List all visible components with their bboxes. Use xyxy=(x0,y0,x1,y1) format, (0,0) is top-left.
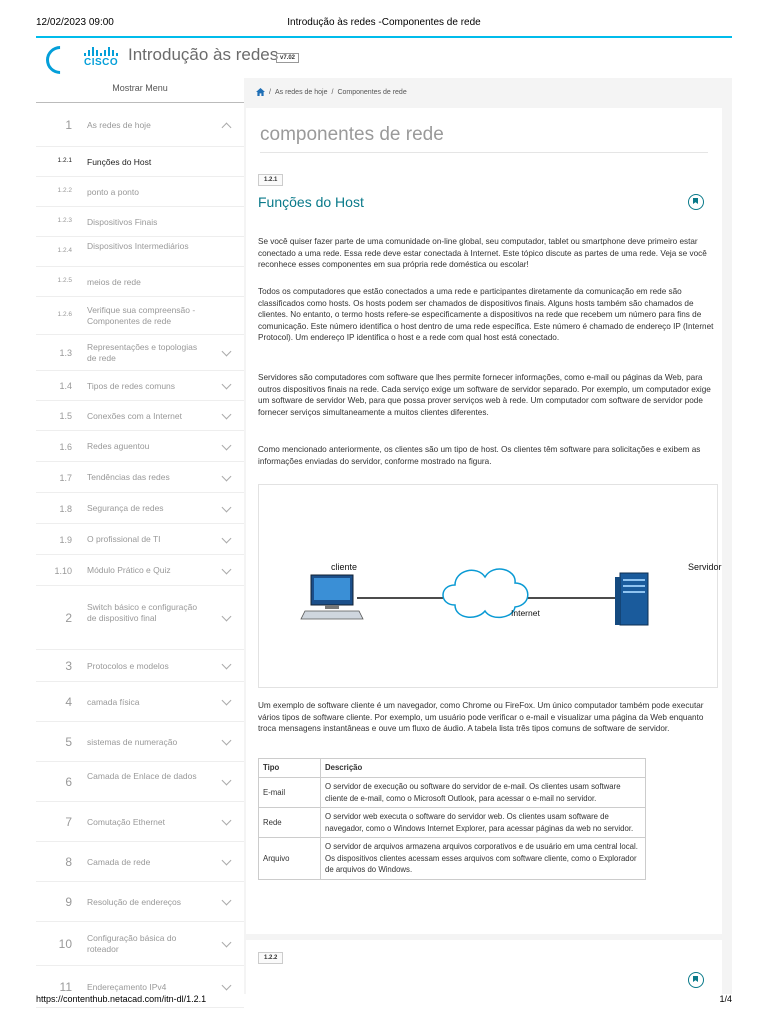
chevron-down-icon[interactable] xyxy=(222,896,232,906)
content-card xyxy=(246,108,722,934)
sidebar-item-number: 3 xyxy=(65,659,72,673)
chevron-down-icon[interactable] xyxy=(222,660,232,670)
sidebar-item-number: 7 xyxy=(65,815,72,829)
sidebar-item-label: Redes aguentou xyxy=(87,441,150,451)
sidebar-item-number: 6 xyxy=(65,775,72,789)
server-icon xyxy=(615,573,648,625)
sidebar-item-number: 1.10 xyxy=(54,565,72,576)
sidebar-item-number: 1.2.4 xyxy=(57,247,72,254)
server-software-table xyxy=(258,758,646,880)
sidebar-item-label: Funções do Host xyxy=(87,156,152,167)
table-cell-description: O servidor web executa o software do servidor web. Os clientes usam software de navegador, como o Windows Internet Explorer, para acessar páginas da web no servidor. xyxy=(321,808,646,838)
sidebar-item-label: meios de rede xyxy=(87,276,141,287)
paragraph-hosts: Todos os computadores que estão conectados a uma rede e participantes diretamente da comunicação em rede são classificados como hosts. Os hosts podem ser chamados de dispositivos finais. Alguns hosts também são chamados de clientes. No entanto, o termo hosts refere-se especificamente a dispositivos na rede que recebem um número para fins de comunicação. Este número identifica o host dentro de uma rede específica. Este número é chamado de endereço IP (Internet Protocol). Um endereço IP identifica o host e a rede com qual host está conectado. xyxy=(258,287,714,343)
sidebar-item-number: 11 xyxy=(59,980,72,994)
sidebar-item-label: ponto a ponto xyxy=(87,186,139,197)
sidebar-item[interactable] xyxy=(36,493,244,524)
sidebar-item[interactable] xyxy=(36,650,244,682)
sidebar-item-number: 9 xyxy=(65,895,72,909)
chevron-down-icon[interactable] xyxy=(222,938,232,948)
table-header-row xyxy=(259,759,646,778)
chevron-down-icon[interactable] xyxy=(222,816,232,826)
next-section-badge: 1.2.2 xyxy=(258,952,283,964)
sidebar-item[interactable] xyxy=(36,371,244,401)
sidebar-item[interactable] xyxy=(36,555,244,586)
cisco-bridge-icon xyxy=(84,46,118,56)
sidebar-item-number: 1.2.2 xyxy=(57,187,72,194)
chevron-down-icon[interactable] xyxy=(222,612,232,622)
sidebar-item-label: Switch básico e configuração de dispositivo final xyxy=(87,601,198,623)
sidebar-item-number: 1.2.1 xyxy=(57,157,72,164)
chevron-down-icon[interactable] xyxy=(222,856,232,866)
sidebar-item[interactable] xyxy=(36,802,244,842)
sidebar-item-number: 1.6 xyxy=(59,441,72,452)
sidebar-item[interactable] xyxy=(36,335,244,371)
table-cell-type: E-mail xyxy=(259,778,321,808)
course-title: Introdução às redes xyxy=(128,45,279,64)
sidebar-item-label: O profissional de TI xyxy=(87,534,161,544)
sidebar-item-number: 1.7 xyxy=(59,472,72,483)
sidebar-item-number: 1.4 xyxy=(59,381,72,391)
chevron-down-icon[interactable] xyxy=(222,776,232,786)
sidebar-item-number: 10 xyxy=(58,937,72,951)
sidebar-item[interactable] xyxy=(36,842,244,882)
chevron-down-icon[interactable] xyxy=(222,380,232,390)
table-cell-type: Arquivo xyxy=(259,838,321,880)
chevron-down-icon[interactable] xyxy=(222,533,232,543)
sidebar-item[interactable] xyxy=(36,267,244,297)
sidebar-item-label: camada física xyxy=(87,696,140,707)
sidebar-item-label: Configuração básica do roteador xyxy=(87,933,177,954)
sidebar-item[interactable] xyxy=(36,401,244,431)
footer-page-number: 1/4 xyxy=(719,994,732,1004)
sidebar-item-number: 1.3 xyxy=(59,348,72,358)
nav-list xyxy=(36,103,244,1008)
sidebar-item-label: Resolução de endereços xyxy=(87,896,182,907)
chevron-down-icon[interactable] xyxy=(222,502,232,512)
sidebar-item[interactable] xyxy=(36,586,244,650)
sidebar-item-number: 1.5 xyxy=(59,411,72,421)
cisco-logo: CISCO xyxy=(84,57,119,68)
sidebar-item-label: Tipos de redes comuns xyxy=(87,380,176,391)
sidebar-item[interactable] xyxy=(36,147,244,177)
sidebar-item[interactable] xyxy=(36,682,244,722)
client-label: cliente xyxy=(331,562,358,572)
chevron-down-icon[interactable] xyxy=(222,471,232,481)
breadcrumb: / As redes de hoje / Componentes de rede xyxy=(256,88,407,96)
sidebar-item-number: 1.2.6 xyxy=(57,311,72,318)
sidebar-item-label: Camada de rede xyxy=(87,856,151,867)
sidebar-item-label: Camada de Enlace de dados xyxy=(87,771,197,781)
table-row xyxy=(259,838,646,880)
sidebar-item[interactable] xyxy=(36,431,244,462)
sidebar-item-number: 1 xyxy=(65,118,72,132)
sidebar-item[interactable] xyxy=(36,882,244,922)
course-logo-icon xyxy=(40,40,80,80)
sidebar-item[interactable] xyxy=(36,177,244,207)
sidebar-item-label: Módulo Prático e Quiz xyxy=(87,565,171,575)
section-number-badge: 1.2.1 xyxy=(258,174,283,186)
table-cell-description: O servidor de execução ou software do servidor de e-mail. Os clientes usam software cliente de e-mail, como o Microsoft Outlook, para acessar o e-mail no servidor. xyxy=(321,778,646,808)
sidebar-item[interactable] xyxy=(36,762,244,802)
sidebar-item-label: Protocolos e modelos xyxy=(87,660,169,671)
print-title: Introdução às redes -Componentes de rede xyxy=(287,17,481,28)
print-header xyxy=(0,0,768,36)
home-icon[interactable] xyxy=(256,88,265,96)
chevron-up-icon[interactable] xyxy=(222,123,232,133)
sidebar-item-number: 1.2.3 xyxy=(57,217,72,224)
client-computer-icon xyxy=(301,575,363,619)
network-diagram xyxy=(259,485,722,687)
app-header xyxy=(36,38,732,76)
sidebar-item-number: 1.2.5 xyxy=(57,277,72,284)
footer-url: https://contenthub.netacad.com/itn-dl/1.2.1 xyxy=(36,994,207,1004)
bookmark-icon[interactable] xyxy=(688,194,704,210)
sidebar-item-label: Endereçamento IPv4 xyxy=(87,981,167,992)
paragraph-clients: Como mencionado anteriormente, os clientes são um tipo de host. Os clientes têm software para solicitações e exibem as informações enviadas do servidor, conforme mostrado na figura. xyxy=(258,445,701,466)
chevron-down-icon[interactable] xyxy=(222,347,232,357)
page-title: componentes de rede xyxy=(260,124,444,145)
sidebar-item-label: Representações e topologias de rede xyxy=(87,342,198,363)
main-content xyxy=(244,78,732,994)
version-badge: v7.02 xyxy=(276,53,299,63)
table-header-description: Descrição xyxy=(321,759,646,778)
sidebar-item-label: Tendências das redes xyxy=(87,472,170,482)
sidebar-item-number: 1.9 xyxy=(59,534,72,545)
sidebar-item[interactable] xyxy=(36,237,244,267)
section-title: Funções do Host xyxy=(258,194,364,210)
sidebar xyxy=(36,78,245,994)
sidebar-item-number: 4 xyxy=(65,695,72,709)
sidebar-item-number: 2 xyxy=(65,611,72,625)
sidebar-item[interactable] xyxy=(36,103,244,147)
sidebar-item[interactable] xyxy=(36,722,244,762)
sidebar-item-label: Conexões com a Internet xyxy=(87,410,182,421)
chevron-down-icon[interactable] xyxy=(222,410,232,420)
chevron-down-icon[interactable] xyxy=(222,696,232,706)
table-row xyxy=(259,778,646,808)
chevron-down-icon[interactable] xyxy=(222,564,232,574)
sidebar-item-label: As redes de hoje xyxy=(87,119,151,130)
client-server-figure xyxy=(258,484,722,688)
sidebar-item-label: sistemas de numeração xyxy=(87,736,178,747)
server-label: Servidor xyxy=(688,562,722,572)
chevron-down-icon[interactable] xyxy=(222,981,232,991)
table-row xyxy=(259,808,646,838)
print-date: 12/02/2023 09:00 xyxy=(36,17,114,28)
sidebar-item[interactable] xyxy=(36,207,244,237)
show-menu-button[interactable]: Mostrar Menu xyxy=(36,78,244,103)
sidebar-item-number: 5 xyxy=(65,735,72,749)
chevron-down-icon[interactable] xyxy=(222,440,232,450)
breadcrumb-link-1[interactable]: As redes de hoje xyxy=(274,88,328,96)
title-divider xyxy=(260,152,708,153)
internet-label: Internet xyxy=(511,608,540,618)
sidebar-item-label: Dispositivos Intermediários xyxy=(87,241,189,251)
sidebar-item[interactable] xyxy=(36,462,244,493)
sidebar-item-label: Verifique sua compreensão - Componentes de rede xyxy=(87,305,196,326)
table-header-type: Tipo xyxy=(259,759,321,778)
paragraph-servers: Servidores são computadores com software que lhes permite fornecer informações, como e-mail ou páginas da Web, para outros dispositivos finais na rede. Cada serviço exige um software de servidor separado. Por exemplo, um computador exige um software de servidor Web, para que possa prover serviços web à rede. Um computador com software de servidor pode fornecer serviços simultaneamente a muitos clientes diferentes. xyxy=(258,373,711,417)
sidebar-item-number: 8 xyxy=(65,855,72,869)
sidebar-item-number: 1.8 xyxy=(59,503,72,514)
sidebar-item-label: Comutação Ethernet xyxy=(87,816,165,827)
sidebar-item[interactable] xyxy=(36,922,244,966)
bookmark-icon[interactable] xyxy=(688,972,704,988)
next-section-card xyxy=(246,940,722,1000)
sidebar-item[interactable] xyxy=(36,297,244,335)
sidebar-item-label: Dispositivos Finais xyxy=(87,216,158,227)
chevron-down-icon[interactable] xyxy=(222,736,232,746)
sidebar-item[interactable] xyxy=(36,524,244,555)
table-cell-type: Rede xyxy=(259,808,321,838)
table-cell-description: O servidor de arquivos armazena arquivos corporativos e de usuário em uma central local. Os dispositivos clientes acessam esses arquivos com software cliente, como o Explorador de arquivos do Windows. xyxy=(321,838,646,880)
sidebar-item-label: Segurança de redes xyxy=(87,503,164,513)
breadcrumb-link-2[interactable]: Componentes de rede xyxy=(337,88,407,96)
paragraph-intro: Se você quiser fazer parte de uma comunidade on-line global, seu computador, tablet ou smartphone deve primeiro estar conectado a uma rede. Essa rede deve estar conectada à Internet. Este tópico discute as partes de uma rede. Veja se você reconhece esses componentes em sua própria rede doméstica ou escolar! xyxy=(258,237,707,270)
paragraph-client-software: Um exemplo de software cliente é um navegador, como Chrome ou FireFox. Um único computador também pode executar vários tipos de software cliente. Por exemplo, um usuário pode verificar o e-mail e visualizar uma página da Web enquanto troca mensagens instantâneas e ouve um fluxo de áudio. A tabela lista três tipos comuns de software de servidor. xyxy=(258,701,704,734)
